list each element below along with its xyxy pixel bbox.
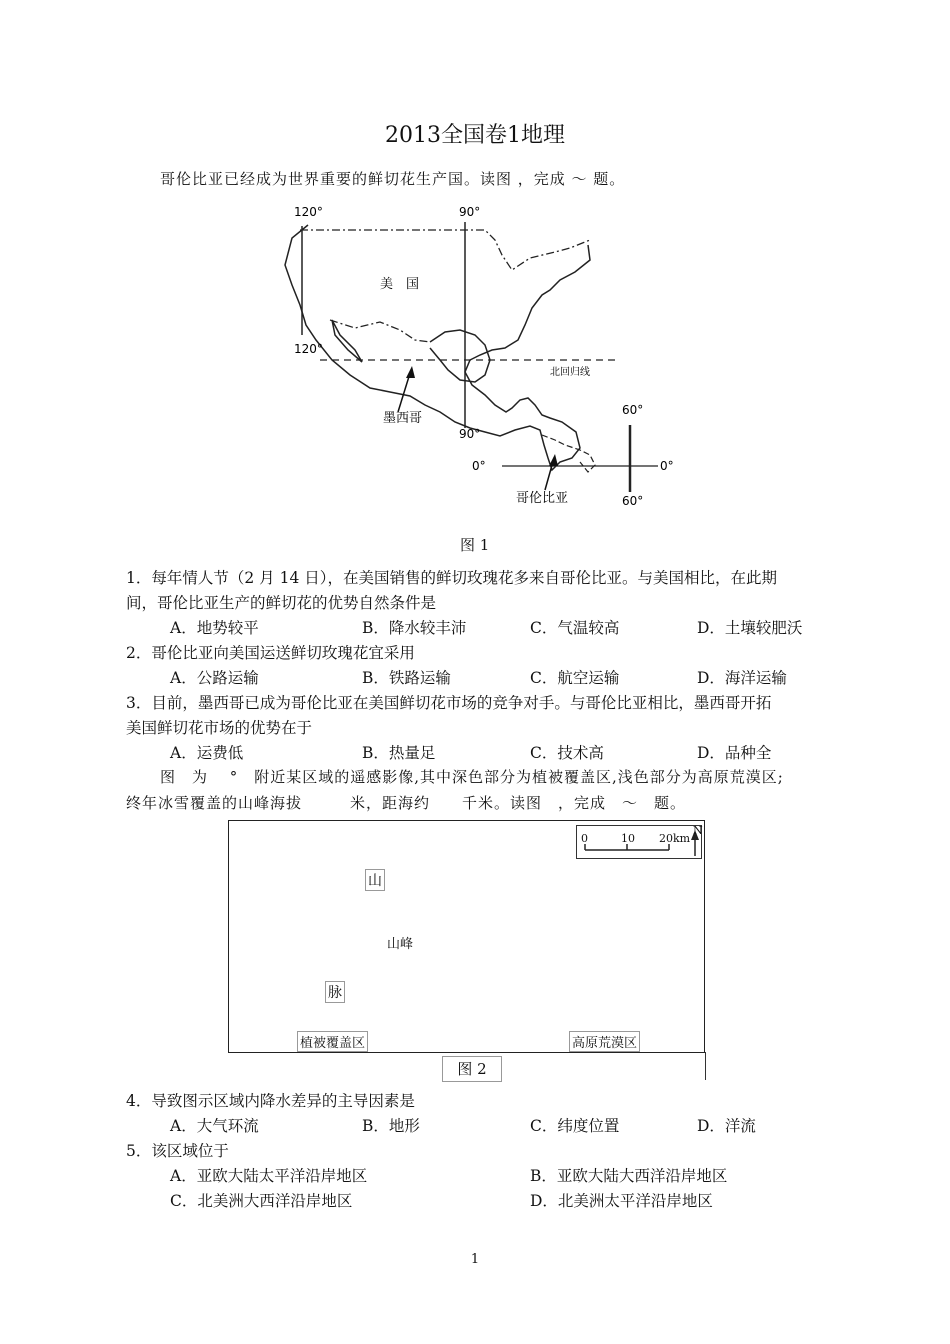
label-shan: 山 [365,869,385,891]
label-colombia: 哥伦比亚 [516,491,569,506]
question-4-option-b: B．地形 [362,1117,420,1135]
question-1-option-a: A．地势较平 [170,619,259,637]
question-5-option-a: A．亚欧大陆太平洋沿岸地区 [170,1167,368,1185]
label-desert: 高原荒漠区 [569,1031,640,1052]
question-3-option-b: B．热量足 [362,744,436,762]
label-0-right: 0° [660,459,674,473]
question-2-option-a: A．公路运输 [170,669,259,687]
question-3-option-d: D．品种全 [697,744,772,762]
question-3-option-a: A．运费低 [170,744,244,762]
page-title: 2013全国卷1地理 [385,123,565,148]
label-usa: 美 国 [380,277,420,292]
label-mexico: 墨西哥 [383,411,423,426]
question-5-option-d: D．北美洲太平洋沿岸地区 [530,1192,713,1210]
us-canada-border [300,230,590,270]
question-2-stem: 2．哥伦比亚向美国运送鲜切玫瑰花宜采用 [126,644,415,662]
coastline [285,225,590,470]
scale-label-10: 10 [621,832,635,845]
label-90-top: 90° [459,205,481,219]
figure-1-caption: 图 1 [460,536,490,554]
question-3-option-c: C．技术高 [530,744,604,762]
remote-sensing-figure-2 [228,820,705,1053]
label-peak: 山峰 [385,933,415,952]
question-1-option-d: D．土壤较肥沃 [697,619,803,637]
question-1-stem-line-1: 1．每年情人节（2 月 14 日），在美国销售的鲜切玫瑰花多来自哥伦比亚。与美国相比，在此期 [126,569,777,587]
label-90-bottom: 90° [459,427,481,441]
scale-bar-box [576,825,702,859]
label-vegetation: 植被覆盖区 [297,1031,368,1052]
label-120-top: 120° [294,205,323,219]
question-4-option-c: C．纬度位置 [530,1117,620,1135]
figure-2-divider [705,1052,706,1080]
intro-text-1: 哥伦比亚已经成为世界重要的鲜切花生产国。读图 ，完成 ～ 题。 [160,170,626,188]
question-4-option-a: A．大气环流 [170,1117,259,1135]
question-4-option-d: D．洋流 [697,1117,756,1135]
label-0-left: 0° [472,459,486,473]
colombia-arrowhead [549,454,558,466]
question-4-stem: 4．导致图示区域内降水差异的主导因素是 [126,1092,415,1110]
label-tropic: 北回归线 [550,367,590,378]
map-figure-1 [280,200,680,520]
question-2-option-c: C．航空运输 [530,669,620,687]
figure-2-caption: 图 2 [442,1056,502,1082]
label-60-top: 60° [622,403,644,417]
north-label: N [693,824,703,837]
question-5-option-b: B．亚欧大陆大西洋沿岸地区 [530,1167,728,1185]
us-mexico-border [330,320,430,342]
scale-label-20km: 20km [659,832,691,845]
intro-text-2-line-1: 图 为 ° 附近某区域的遥感影像,其中深色部分为植被覆盖区,浅色部分为高原荒漠区; [160,768,784,786]
question-1-option-c: C．气温较高 [530,619,620,637]
intro-text-2-line-2: 终年冰雪覆盖的山峰海拔 米，距海约 千米。读图 ，完成 ～ 题。 [126,794,687,812]
question-3-stem-line-1: 3．目前，墨西哥已成为哥伦比亚在美国鲜切花市场的竞争对手。与哥伦比亚相比，墨西哥开拓 [126,694,772,712]
question-5-option-c: C．北美洲大西洋沿岸地区 [170,1192,353,1210]
question-2-option-b: B．铁路运输 [362,669,451,687]
label-mai: 脉 [325,981,345,1003]
mexico-arrowhead [406,366,415,378]
question-5-stem: 5．该区域位于 [126,1142,229,1160]
question-3-stem-line-2: 美国鲜切花市场的优势在于 [126,719,313,737]
label-120-left: 120° [294,342,323,356]
label-60-bottom: 60° [622,494,644,508]
question-1-stem-line-2: 间，哥伦比亚生产的鲜切花的优势自然条件是 [126,594,437,612]
question-2-option-d: D．海洋运输 [697,669,787,687]
page-number: 1 [470,1252,480,1267]
question-1-option-b: B．降水较丰沛 [362,619,467,637]
scale-label-0: 0 [581,832,588,845]
